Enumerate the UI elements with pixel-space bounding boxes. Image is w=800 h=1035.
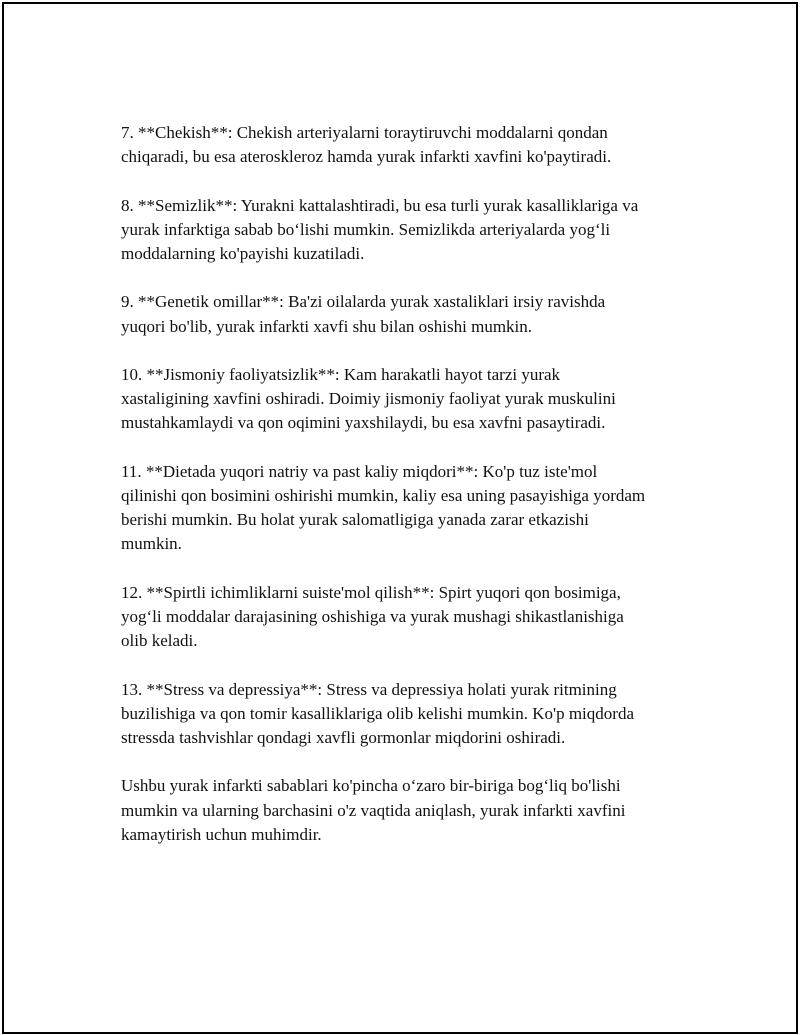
- paragraph-stress: 13. **Stress va depressiya**: Stress va depressiya holati yurak ritmining buzilishiga va qon tomir kasalliklariga olib kelishi mumkin. Ko'p miqdorda stressda tashvishlar qondagi xavfli gormonlar miqdorini oshiradi.: [121, 679, 634, 747]
- document-body: [121, 121, 701, 871]
- page-frame: [2, 2, 798, 1034]
- paragraph-genetic-factors: 9. **Genetik omillar**: Ba'zi oilalarda yurak xastaliklari irsiy ravishda yuqori bo'lib, yurak infarkti xavfi shu bilan oshishi mumkin.: [121, 292, 606, 336]
- paragraph-physical-inactivity: 10. **Jismoniy faoliyatsizlik**: Kam harakatli hayot tarzi yurak xastaligining xavfini oshiradi. Doimiy jismoniy faoliyat yurak muskulini mustahkamlaydi va qon oqimini yaxshilaydi, bu esa xavfni pasaytiradi.: [121, 364, 616, 433]
- paragraph-smoking: 7. **Chekish**: Chekish arteriyalarni toraytiruvchi moddalarni qondan chiqaradi, bu esa ateroskleroz hamda yurak infarkti xavfini ko'paytiradi.: [121, 123, 612, 167]
- paragraph-conclusion: Ushbu yurak infarkti sabablari ko'pincha o‘zaro bir-biriga bog‘liq bo'lishi mumkin va ularning barchasini o'z vaqtida aniqlash, yurak infarkti xavfini kamaytirish uchun muhimdir.: [121, 776, 626, 844]
- paragraph-obesity: 8. **Semizlik**: Yurakni kattalashtiradi, bu esa turli yurak kasalliklariga va yurak infarktiga sabab bo‘lishi mumkin. Semizlikda arteriyalarda yog‘li moddalarning ko'payishi kuzatiladi.: [121, 195, 639, 263]
- paragraph-sodium-potassium: 11. **Dietada yuqori natriy va past kaliy miqdori**: Ko'p tuz iste'mol qilinishi qon bosimini oshirishi mumkin, kaliy esa uning pasayishiga yordam berishi mumkin. Bu holat yurak salomatligiga yanada zarar etkazishi mumkin.: [121, 461, 646, 554]
- paragraph-alcohol: 12. **Spirtli ichimliklarni suiste'mol qilish**: Spirt yuqori qon bosimiga, yog‘li moddalar darajasining oshishiga va yurak mushagi shikastlanishiga olib keladi.: [121, 582, 624, 651]
